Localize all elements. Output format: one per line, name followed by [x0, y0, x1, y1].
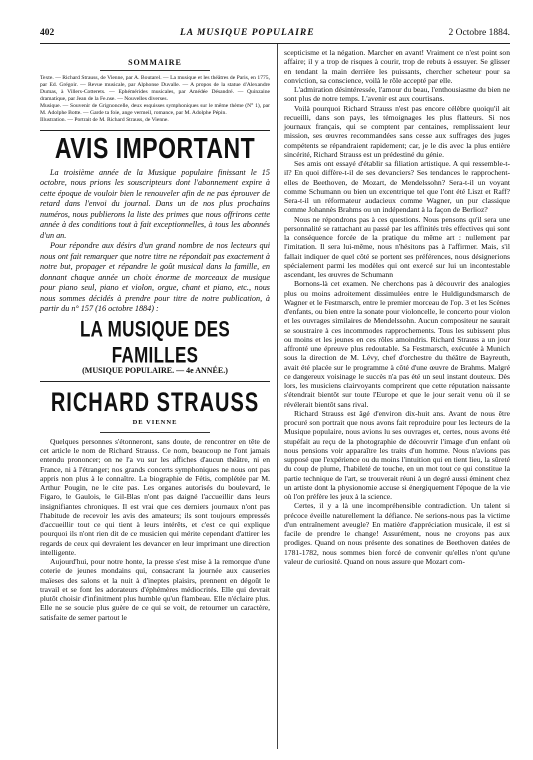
article-right-paragraph-7: Richard Strauss est âgé d'environ dix-huit ans. Avant de nous être procuré son portrait que nous avons fait reproduire pour les lecteurs de la Musique populaire, nous avions lu ses ouvrages et, certes, nous avons été stupéfait au reçu de la photographie de découvrir l'image d'un enfant où nous pensions voir apparaître les traits d'un homme. Nous n'avions pas supposé que l'expérience ou du moins l'intuition qui en tient lieu, la sûreté du coup de plume, l'habileté de touche, en un mot tout ce qui constitue la partie technique de l'art, se trouverait réuni à un degré aussi éminent chez un artiste dont la physionomie accuse si énergiquement l'époque de la vie où l'on préfère les jeux à la science.: [284, 408, 510, 501]
header-rule: [40, 43, 510, 44]
sommaire-musique: Musique. — Souvenir de Grignoncelle, deux esquisses symphoniques sur le même thème (N° 1), par M. Adolphe Botte. — Garde ta foie, ange vermeil, romance, par M. Adolphe Pépin.: [40, 102, 270, 116]
article-right-paragraph-6: Bornons-là cet examen. Ne cherchons pas à découvrir des analogies plus ou moins adroitement dissimulées entre le Huldigundsmarsch de Wagner et le Festmarsch, entre le premier morceau de l'op. 3 et les Scènes d'enfants, ou bien entre la sonate pour violoncelle, le concerto pour violon et les ouvrages similaires de Mendelssohn. Aucun compositeur ne saurait se soustraire à ces incommodes rapprochements. Tous les subissent plus ou moins et les jeunes en ces rôles amoindris. Richard Strauss a un jour affronté une épreuve plus redoutable. Sa Festmarsch, exécutée à Munich sous la direction de M. Lévy, chef d'orchestre du théâtre de Bayreuth, avait été placée sur le programme à côté d'une œuvre de Brahms. Malgré ce dangereux voisinage le succès n'a pas été un seul instant douteux. Dès lors, les musiciens clairvoyants comprirent que cette réputation naissante s'étendrait bientôt sur toute l'Europe et que le jour serait venu où il se révélerait bientôt sans rival.: [284, 279, 510, 409]
article-right-paragraph-4: Ses amis ont essayé d'établir sa filiation artistique. A qui ressemble-t-il? En quoi diffère-t-il de ses devanciers? Ses tendances le rapprochent-elles de Beethoven, de Mozart, de Mendelssohn? Sera-t-il un voyant comme Schumann ou bien un excentrique tel que l'ont été Liszt et Raff? Sera-t-il un réformateur audacieux comme Wagner, un pur classique comme Johannès Brahms ou un indépendant à la façon de Berlioz?: [284, 159, 510, 215]
article-left-paragraph-1: Quelques personnes s'étonneront, sans doute, de rencontrer en tête de cet article le nom de Richard Strauss. Ce nom, beaucoup ne l'ont jamais entendu prononcer; on ne l'a vu sur les affiches d'aucun théâtre, ni en France, ni à l'étranger; nos grands concerts symphoniques ne nous ont pas appris non plus à le connaître. La biographie de Fétis, complétée par M. Arthur Pougin, ne le cite pas. Les organes autorisés du boulevard, le Figaro, le Gaulois, le Gil-Blas n'ont pas daigné l'accueillir dans leurs insignifiantes chroniques. Il est vrai que ces derniers journaux n'ont pas l'habitude de recevoir les avis des amateurs; ils sont toujours empressés d'accueillir tout ce qui tient à leurs intérêts, et c'est ce qui explique pourquoi ils n'ont rien dit de ce musicien qui mérite cependant d'attirer les regards de ceux qui devraient les devancer en leur imprimant une direction intelligente.: [40, 436, 270, 557]
familles-subtitle: (MUSIQUE POPULAIRE. — 4e ANNÉE.): [82, 365, 228, 375]
sommaire-heading: SOMMAIRE: [128, 58, 182, 67]
avis-paragraph-1: La troisième année de la Musique populaire finissant le 15 octobre, nous prions les souscripteurs dont l'abonnement expire à cette époque de vouloir bien le renouveler afin de ne pas éprouver de retard dans l'envoi du journal. Dans un de nos plus prochains numéros, nous publierons la liste des primes que nous offrirons cette année à des conditions tout à fait exceptionnelles, à tous les abonnés d'un an.: [40, 167, 270, 240]
avis-heading: AVIS IMPORTANT: [54, 131, 256, 165]
column-divider: [277, 44, 278, 749]
article-right-paragraph-8: Certes, il y a là une incompréhensible contradiction. Un talent si précoce éveille naturellement la défiance. Ne serions-nous pas la victime d'un entraînement aveugle? En matière d'appréciation musicale, il est si facile de prendre le change! Assurément, nous ne croyons pas aux prodiges. Quand on nous présente des sonatines de Beethoven datées de 1781-1782, nous sommes bien forcé de convenir qu'elles n'ont qu'une valeur de curiosité. Quand on nous assure que Mozart com-: [284, 501, 510, 566]
article-right-paragraph-2: L'admiration désintéressée, l'amour du beau, l'enthousiasme du bien ne sont plus de notre temps. L'avenir est aux courtisans.: [284, 85, 510, 104]
right-column: [284, 48, 510, 566]
familles-title: LA MUSIQUE DES FAMILLES: [80, 316, 230, 368]
article-left-paragraph-2: Aujourd'hui, pour notre honte, la presse s'est mise à la remorque d'une coterie de jeunes mondains qui, consacrant la journée aux causeries maïeses des salons et la nuit à d'ineptes plaisirs, prennent en dégoût le travail et se font les adorateurs d'éphémères médiocrités. Elle qui devrait plutôt choisir d'infinitment plus humble qu'un flambeau. Elle n'éclaire plus. Elle ne se soucie plus guère de ce qui se voit, de retourner un caractère, satisfaite de semer partout le: [40, 557, 270, 622]
issue-date: 2 Octobre 1884.: [448, 28, 510, 38]
section-rule-2: [40, 381, 270, 382]
avis-paragraph-2: Pour répondre aux désirs d'un grand nombre de nos lecteurs qui nous ont fait remarquer que notre titre ne répondait pas exactement à notre but, propager et répandre le goût musical dans la famille, en donnant chaque année un choix énorme de morceaux de musique pour piano seul, piano et violon, orgue, chant et piano, etc., nous nous sommes décidés à prendre pour titre de notre publication, à partir du n° 157 (16 octobre 1884) :: [40, 241, 270, 314]
article-title: RICHARD STRAUSS: [50, 387, 260, 418]
page-number: 402: [40, 28, 55, 38]
left-column: [40, 48, 270, 622]
article-right-paragraph-1: scepticisme et la négation. Marcher en avant! Vraiment ce n'est point son affaire; il y a trop de risques à courir, trop de rebuts à essuyer. Se glisser en tendant la main derrière les puissants, chercher scheteur pour sa conviction, sa conscience, voilà le rôle accepté par elle.: [284, 48, 510, 85]
journal-title: LA MUSIQUE POPULAIRE: [180, 28, 315, 38]
sommaire-rule: [100, 70, 210, 71]
article-rule: [100, 432, 210, 433]
page-header: [40, 28, 510, 42]
article-right-paragraph-5: Nous ne répondrons pas à ces questions. Nous pensons qu'il sera une personnalité se rattachant au passé par les affinités très effectives qui sont la conséquence forcée de la pratique du même art : nullement par l'imitation. Il sera lui-même, nous n'hésitons pas à l'affirmer. Mais, s'il fallait indiquer de quel côté se portent ses préférences, nous désignerions spécialement parmi les modèles qui ont exercé sur lui un incontestable ascendant, les œuvres de Schumann: [284, 214, 510, 279]
article-subtitle: DE VIENNE: [132, 418, 178, 426]
sommaire-illustration: Illustration. — Portrait de M. Richard Strauss, de Vienne.: [40, 116, 169, 123]
article-right-paragraph-3: Voilà pourquoi Richard Strauss n'est pas encore célèbre quoiqu'il ait recueilli, dans son pays, les témoignages les plus flatteurs. Si nos journaux français, qui se comptent par centaines, remplissaient leur mission, ses œuvres recommandées sans cesse aux suffrages des juges compétents se répandraient rapidement; car, je le dis avec la plus entière sincérité, Richard Strauss est un prédestiné du génie.: [284, 103, 510, 159]
sommaire-texte: Texte. — Richard Strauss, de Vienne, par A. Boutarel. — La musique et les théâtres de Paris, en 1775, par Ed. Grégoir. — Revue musicale, par Alphonse Duvalle. — A propos de la statue d'Alexandre Dumas, à Villers-Cotterets. — Ephémérides musicales, par Amédée Désandré. — Quinzaine dramatique, par Jean de la Fe.nse. — Nouvelles diverses.: [40, 75, 270, 102]
